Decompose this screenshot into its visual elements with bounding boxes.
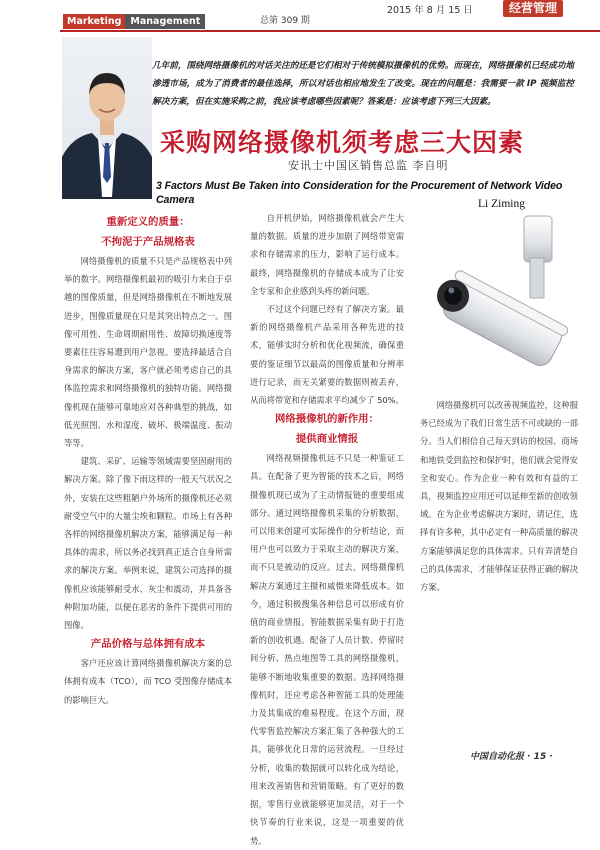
section-2-paragraph-2: 自开机伊始，网络摄像机就会产生大量的数据。质量的进步加剧了网络带宽需求和存储需求的压力，影响了运行成本。最终，网络摄像机的存储成本成为了让安全专家和企业感到头疼的新问题。	[250, 213, 404, 296]
brand-badge: 经营管理	[503, 0, 563, 17]
section-3-paragraph-2: 网络摄像机可以改善视频监控，这种服务已经成为了我们日常生活不可或缺的一部分。当人们相信自己每天到访的校园、商场和地铁受到监控和保护时，他们就会觉得安全和安心。作为企业一种有效和有益的工具，视频监控应用还可以延伸至新的创收领域。在为企业考虑解决方案时，请记住，选择有许多种，其中必定有一种高质量的解决方案能够满足您的具体需求。只有弄清楚自己的具体需求，才能够保证获得正确的解决方案。	[420, 400, 578, 593]
header-rule	[60, 30, 600, 32]
section-1-heading-2: 不拘泥于产品规格表	[101, 236, 195, 248]
section-tag	[63, 14, 205, 29]
section-3-heading-1: 网络摄像机的新作用：	[275, 413, 379, 426]
section-1-paragraph-2: 建筑、采矿、运输等领域需要坚固耐用的解决方案。除了像下雨这样的一般天气状况之外，安装在这些粗陋户外场所的摄像机还必须耐受空气中的大量尘埃和颗粒。市场上有各种各样的网络摄像机解决方案，能够满足每一种具体的需求，所以务必找到真正适合自身所需求的解决方案。举例来说，建筑公司选择的摄像机应该能够耐受水、灰尘和震动，并具备各种附加功能，以便在恶劣的条件下提供可用的图像。	[64, 456, 232, 631]
author-english: Li Ziming	[478, 198, 525, 210]
section-2-paragraph-1: 客户还应该计算网络摄像机解决方案的总体拥有成本（TCO），而 TCO 受图像存储成本的影响巨大。	[64, 658, 232, 705]
portrait-photo-icon	[62, 37, 152, 199]
author-portrait	[62, 37, 152, 199]
column-2	[250, 209, 404, 846]
author-chinese: 安讯士中国区销售总监 李自明	[288, 159, 449, 172]
article-title: 采购网络摄像机须考虑三大因素	[160, 128, 525, 157]
issue-number: 总第 309 期	[260, 16, 310, 26]
page-footer: 中国自动化报 · 15 ·	[470, 752, 553, 762]
section-2-heading: 产品价格与总体拥有成本	[90, 638, 206, 651]
section-1-heading-1: 重新定义的质量：	[106, 216, 190, 228]
section-3-paragraph-1: 网络视频摄像机远不只是一种鉴证工具。在配备了更为智能的技术之后，网络摄像机现已成为了主动情报链的重要组成部分。通过网络摄像机采集的分析数据，可以用来创建可实际操作的分析结论，而用户也可以致力于采取主动的解决方案，而不只是被动的反应。过去，网络摄像机解决方案通过主摄和威慑来降低成本。如今，通过积极搜集各种信息可以形成有价值的商业情报。智能数据采集有助于打造新的创收机遇。配备了人员计数、停留时间分析、热点地图等工具的网络摄像机，能够不断地收集重要的数据。选择网络摄像机时，还应考虑各种智能工具的处理能力及其集成的难易程度。在这个方面，现代零售监控解决方案汇集了各种强大的工具，能够优化日常的运营流程。一旦经过分析，收集的数据就可以转化成为结论，用来改善销售和营销策略。有了更好的数据，零售行业就能够更加灵活，对于一个快节奏的行业来说，这是一项重要的优势。	[250, 453, 404, 846]
section-2-paragraph-3: 不过这个问题已经有了解决方案。最新的网络摄像机产品采用各种先进的技术，能够实时分析和优化视频流，确保重要的鉴证细节以最高的图像质量和分辨率进行记录，而无关紧要的数据则被丢弃，从而将带宽和存储需求平均减少了 50%。	[250, 304, 404, 406]
column-3	[420, 396, 578, 596]
network-camera-icon	[404, 208, 586, 394]
network-camera-image	[404, 208, 586, 394]
section-tag-marketing: Marketing	[63, 14, 125, 29]
column-1	[64, 212, 232, 709]
intro-paragraph: 几年前，围绕网络摄像机的对话关注的还是它们相对于传统模拟摄像机的优势。而现在，网络摄像机已经成功地渗透市场，成为了消费者的最佳选择，所以对话也相应地发生了改变。现在的问题是：我需要一款 IP 视频监控解决方案，但在实施采购之前，我应该考虑哪些因素呢？答案是：应该考虑下列三大因素。	[152, 61, 574, 107]
issue-date: 2015 年 8 月 15 日	[387, 5, 473, 16]
article-title-english: 3 Factors Must Be Taken into Consideration for the Procurement of Network Video Camera	[156, 180, 563, 206]
section-tag-management: Management	[125, 14, 205, 29]
section-3-heading-2: 提供商业情报	[295, 433, 359, 446]
section-1-paragraph-1: 网络摄像机的质量不只是产品规格表中列举的数字。网络摄像机最初的吸引力来自于卓越的图像质量，但是网络摄像机在不断地发展进步，图像质量现在只是其突出特点之一。图像可用性、生命周期耐用性、故障切换速度等要素往往容易遭到用户忽视。要选择最适合自身需求的解决方案，客户就必须考虑自己的具体监控需求和网络摄像机的独特功能。网络摄像机现在能够可靠地应对各种典型的挑战，如低光照图、水和湿度、破坏、极端温度、振动等等。	[64, 256, 232, 449]
